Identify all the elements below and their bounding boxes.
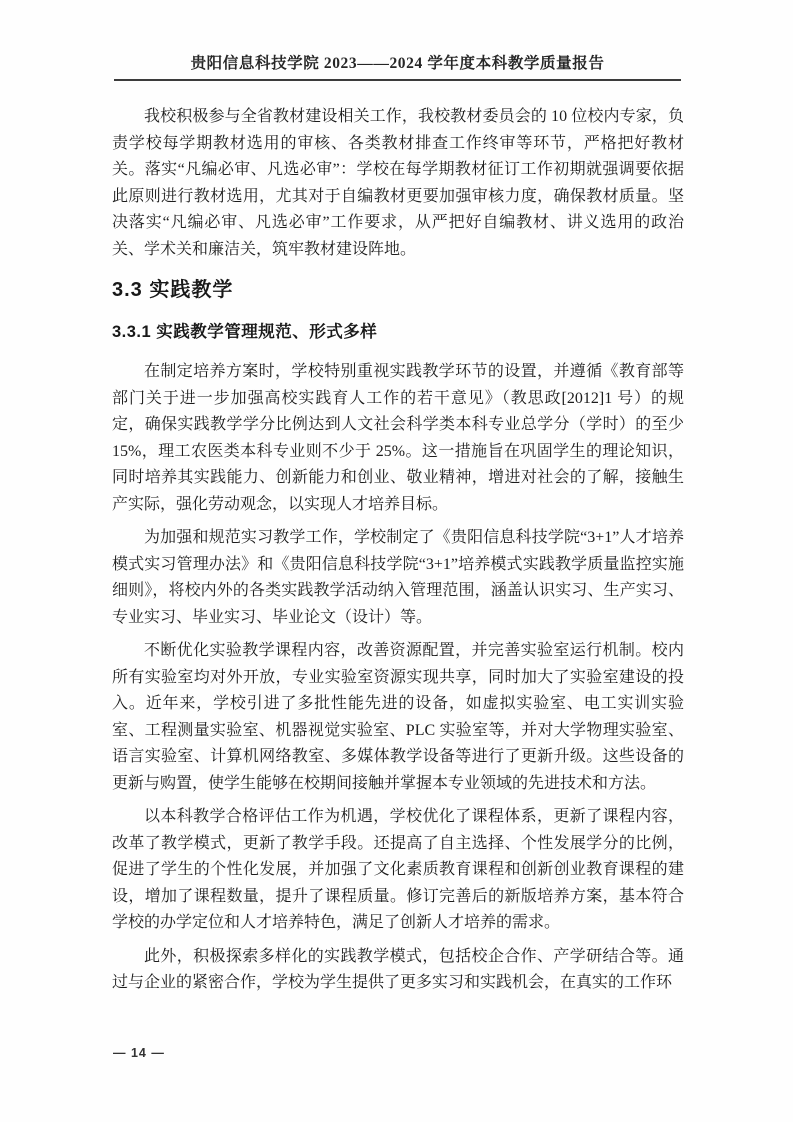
page-header [114,54,681,81]
subsection-heading-3-3-1: 3.3.1 实践教学管理规范、形式多样 [112,323,378,341]
page-footer [113,1044,165,1062]
document-body [112,104,684,1004]
paragraph-training-plan: 在制定培养方案时，学校特别重视实践教学环节的设置，并遵循《教育部等部门关于进一步加强高校实践育人工作的若干意见》（教思政[2012]1 号）的规定，确保实践教学学分比例达到人文社会科学类本科专业总学分（学时）的至少 15%，理工农医类本科专业则不少于 25%。这一措施旨在巩固学生的理论知识，同时培养其实践能力、创新能力和创业、敬业精神，增进对社会的了解，接触生产实际，强化劳动观念，以实现人才培养目标。 [112,363,684,513]
paragraph-lab-construction: 不断优化实验教学课程内容，改善资源配置，并完善实验室运行机制。校内所有实验室均对外开放，专业实验室资源实现共享，同时加大了实验室建设的投入。近年来，学校引进了多批性能先进的设备，如虚拟实验室、电工实训实验室、工程测量实验室、机器视觉实验室、PLC 实验室等，并对大学物理实验室、语言实验室、计算机网络教室、多媒体教学设备等进行了更新升级。这些设备的更新与购置，使学生能够在校期间接触并掌握本专业领域的先进技术和方法。 [112,642,684,792]
paragraph-textbook-review: 我校积极参与全省教材建设相关工作，我校教材委员会的 10 位校内专家，负责学校每学期教材选用的审核、各类教材排查工作终审等环节，严格把好教材关。落实“凡编必审、凡选必审”：学校在每学期教材征订工作初期就强调要依据此原则进行教材选用，尤其对于自编教材更要加强审核力度，确保教材质量。坚决落实“凡编必审、凡选必审”工作要求，从严把好自编教材、讲义选用的政治关、学术关和廉洁关，筑牢教材建设阵地。 [112,108,684,258]
header-title: 贵阳信息科技学院 2023——2024 学年度本科教学质量报告 [114,54,681,81]
section-heading-3-3: 3.3 实践教学 [112,279,234,301]
paragraph-practice-modes: 此外，积极探索多样化的实践教学模式，包括校企合作、产学研结合等。通过与企业的紧密合作，学校为学生提供了更多实习和实践机会，在真实的工作环 [112,947,684,991]
paragraph-curriculum-reform: 以本科教学合格评估工作为机遇，学校优化了课程体系，更新了课程内容，改革了教学模式，更新了教学手段。还提高了自主选择、个性发展学分的比例，促进了学生的个性化发展，并加强了文化素质教育课程和创新创业教育课程的建设，增加了课程数量，提升了课程质量。修订完善后的新版培养方案，基本符合学校的办学定位和人才培养特色，满足了创新人才培养的需求。 [112,808,684,931]
page-number: — 14 — [113,1046,165,1060]
paragraph-internship-management: 为加强和规范实习教学工作，学校制定了《贵阳信息科技学院“3+1”人才培养模式实习管理办法》和《贵阳信息科技学院“3+1”培养模式实践教学质量监控实施细则》，将校内外的各类实践教学活动纳入管理范围，涵盖认识实习、生产实习、专业实习、毕业实习、毕业论文（设计）等。 [112,529,684,626]
